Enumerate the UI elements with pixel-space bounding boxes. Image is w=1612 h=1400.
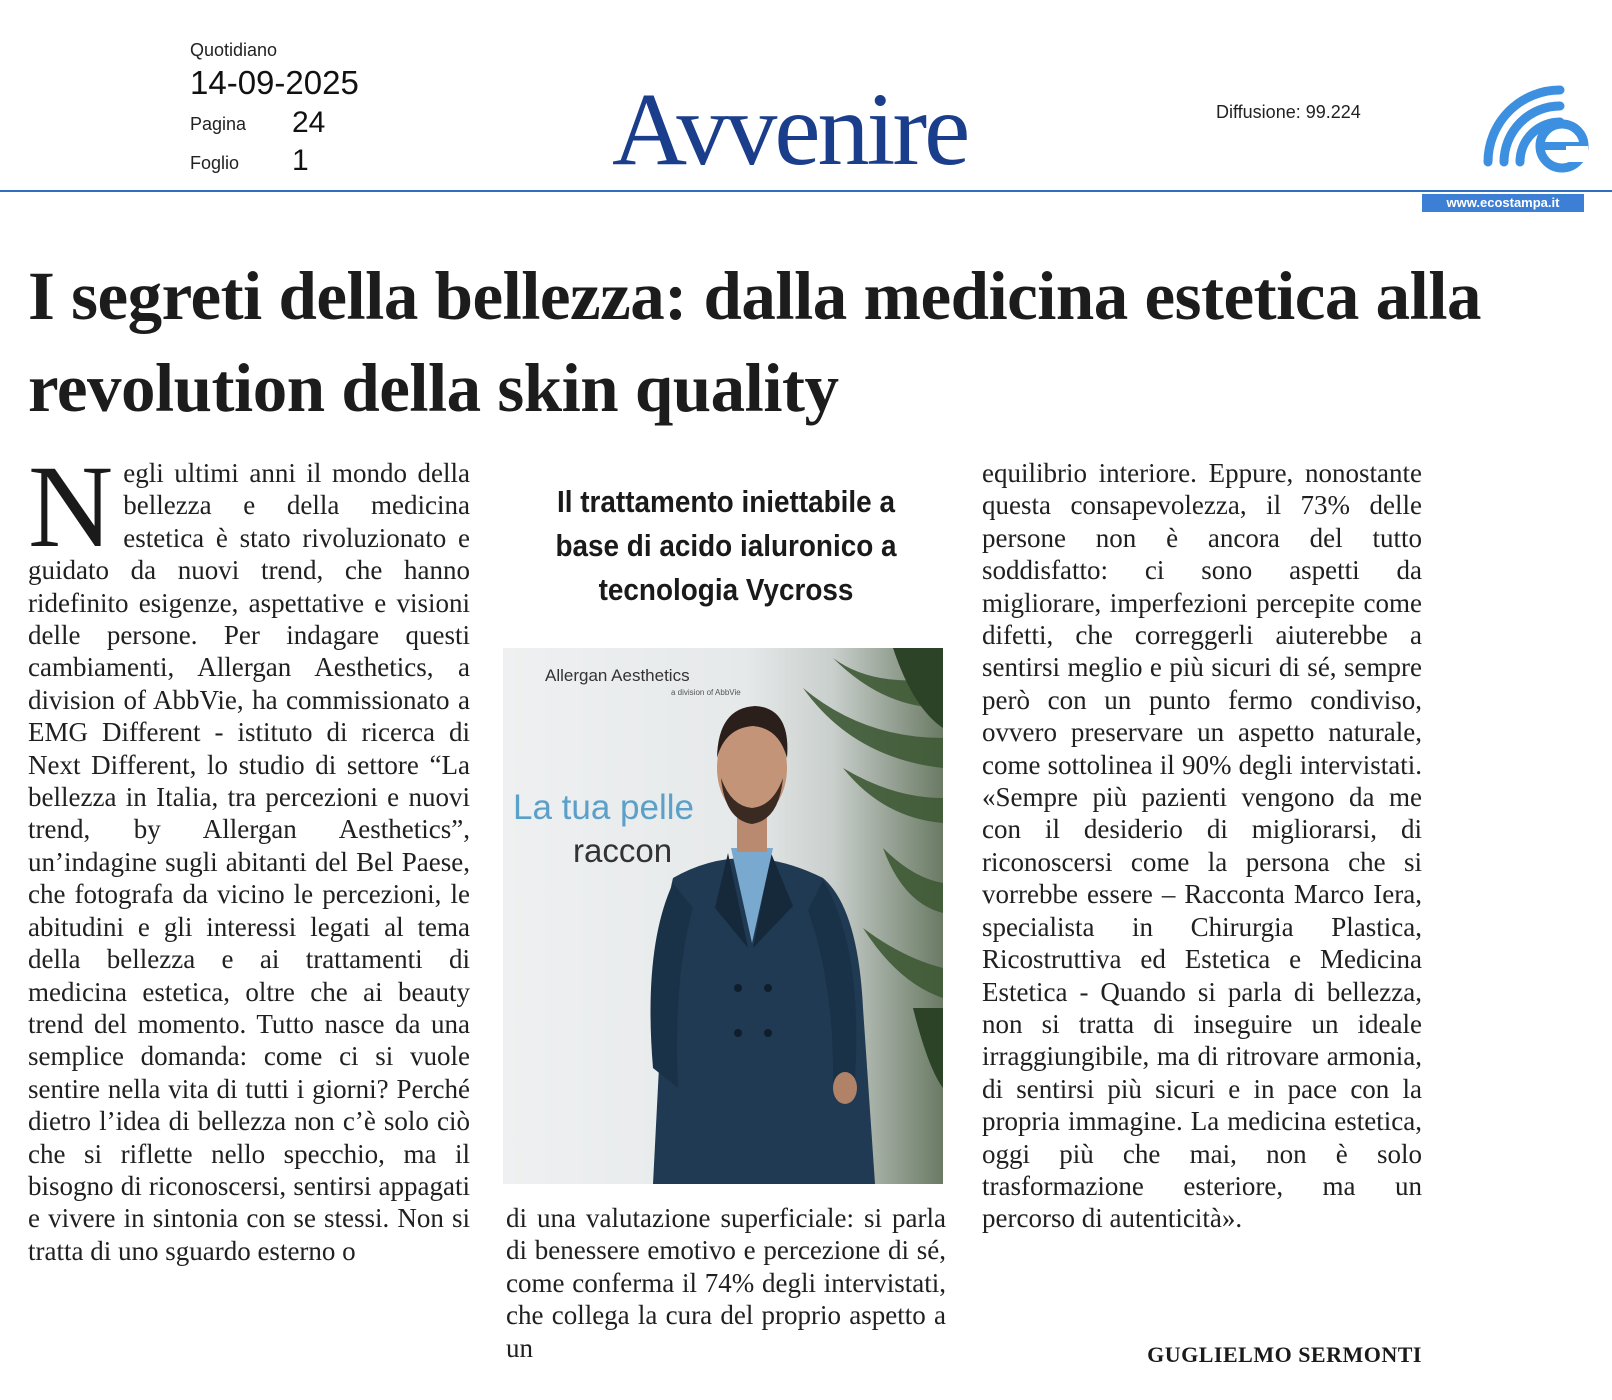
sheet-number: 1	[292, 144, 309, 177]
article-photo	[503, 648, 943, 1184]
photo-banner-line2: raccon	[573, 832, 673, 869]
page-number: 24	[292, 106, 326, 139]
publication-date: 14-09-2025	[190, 64, 359, 101]
article-column-2: di una valutazione superficiale: si parla di benessere emotivo e percezione di sé, come conferma il 74% degli intervistati, che collega la cura del proprio aspetto a un	[506, 1203, 946, 1363]
publication-type: Quotidiano	[190, 40, 278, 60]
photo-caption: Il trattamento iniettabile a base di acido ialuronico a tecnologia Vycross	[555, 484, 897, 607]
article-column-3: equilibrio interiore. Eppure, nonostante questa consapevolezza, il 73% delle persone non è ancora del tutto soddisfatto: ci sono aspetti da migliorare, imperfezioni percepite come difetti, che correggerli aiuterebbe a sentirsi meglio e più sicuri di sé, sempre però con un punto fermo condiviso, ovvero preservare un aspetto naturale, come sottolinea il 90% degli intervistati. «Sempre più pazienti vengono da me con il desiderio di migliorarsi, di riconoscersi come la persona che si vorrebbe essere – Racconta Marco Iera, specialista in Chirurgia Plastica, Ricostruttiva ed Estetica e Medicina Estetica - Quando si parla di bellezza, non si tratta di inseguire un ideale irraggiungibile, ma di ritrovare armonia, di sentirsi più sicuri e in pace con la propria immagine. La medicina estetica, oggi più che mai, non è solo trasformazione esteriore, ma un percorso di autenticità».	[982, 458, 1422, 1234]
circulation-label: Diffusione:	[1216, 102, 1301, 122]
photo-banner-line1: La tua pelle	[513, 788, 694, 827]
article-column-1	[28, 441, 470, 1267]
article-headline: I segreti della bellezza: dalla medicina estetica alla revolution della skin quality	[28, 258, 1481, 426]
ecostampa-logo-icon	[1478, 72, 1590, 176]
ecostampa-url: www.ecostampa.it	[1422, 194, 1584, 212]
column-1-text: egli ultimi anni il mondo della bellezza e della medicina estetica è stato rivoluzionato e guidato da nuovi trend, che hanno ridefinito esigenze, aspettative e visioni delle persone. Per indagare questi cambiamenti, Allergan Aesthetics, a division of AbbVie, ha commissionato a EMG Different - istituto di ricerca di Next Different, lo studio di settore “La bellezza in Italia, tra percezioni e nuovi trend, by Allergan Aesthetics”, un’indagine sugli abitanti del Bel Paese, che fotografa da vicino le percezioni, le abitudini e gli interessi legati al tema della bellezza e ai trattamenti di medicina estetica, oltre che ai beauty trend del momento. Tutto nasce da una semplice domanda: come ci si vuole sentire nella vita di tutti i giorni? Perché dietro l’idea di bellezza non c’è solo ciò che si riflette nello specchio, ma il bisogno di riconoscersi, sentirsi appagati e vivere in sintonia con se stessi. Non si tratta di uno sguardo esterno o	[28, 458, 470, 1266]
article-byline: GUGLIELMO SERMONTI	[1147, 1342, 1422, 1367]
photo-illustration	[503, 648, 943, 1184]
photo-brand: Allergan Aesthetics	[545, 666, 690, 685]
drop-cap: N	[28, 441, 114, 572]
circulation	[1216, 102, 1361, 123]
photo-brand-sub: a division of AbbVie	[671, 688, 741, 697]
header-rule	[0, 190, 1612, 192]
page-label: Pagina	[190, 114, 247, 134]
masthead-logo: Avvenire	[612, 72, 968, 187]
circulation-value: 99.224	[1305, 102, 1361, 122]
sheet-label: Foglio	[190, 153, 240, 173]
